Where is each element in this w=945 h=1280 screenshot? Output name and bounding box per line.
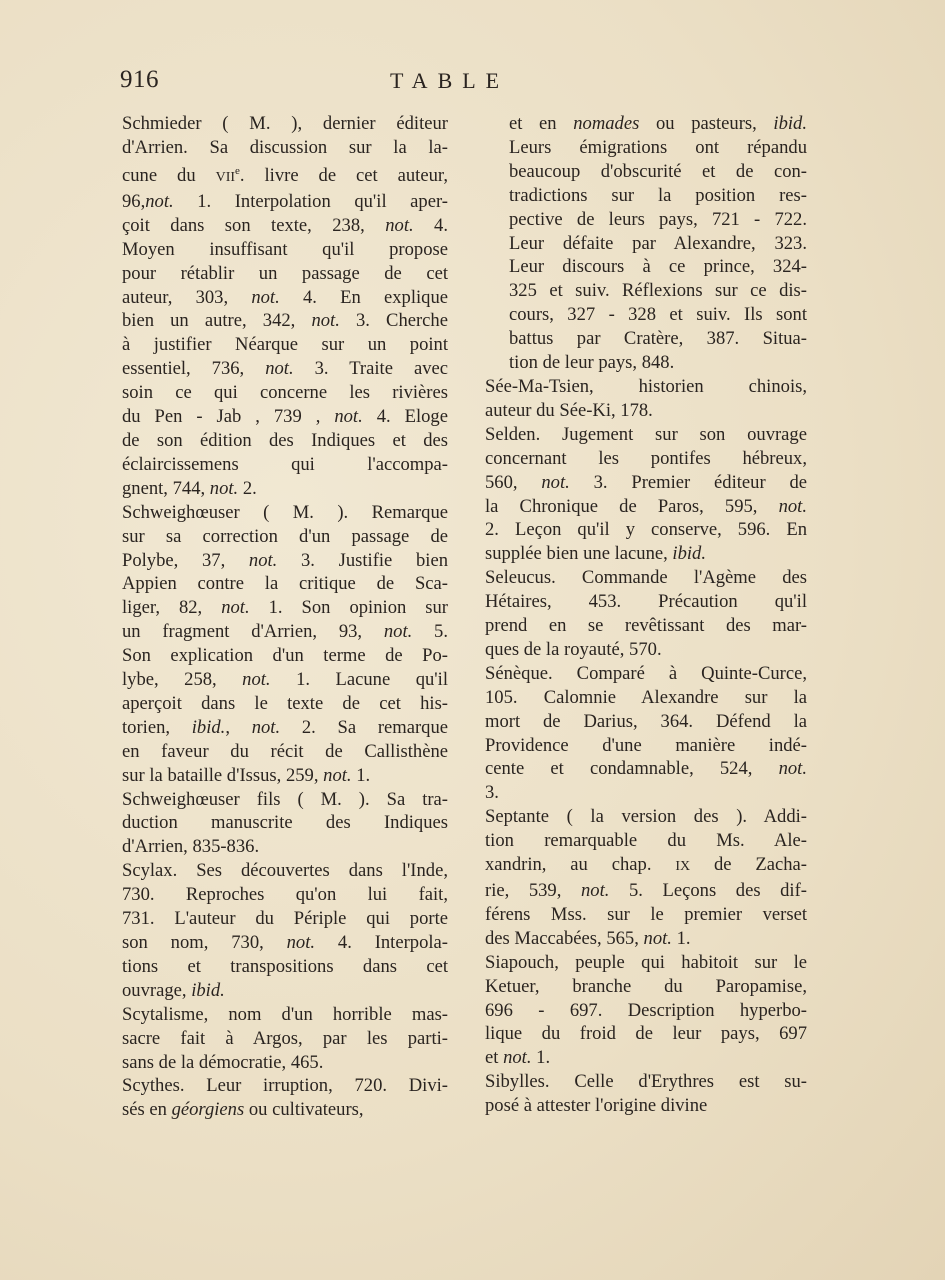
- entry-line: [122, 716, 449, 740]
- entry-line: [485, 686, 807, 710]
- entry-line: [122, 668, 448, 692]
- italic-run: not.: [503, 1047, 532, 1069]
- text-run: 1. Lacune qu'il: [270, 669, 448, 691]
- entry-line: [485, 495, 807, 519]
- italic-run: not.: [311, 310, 340, 332]
- text-run: de son édition des Indiques et des: [122, 429, 448, 451]
- italic-run: not.: [286, 932, 316, 953]
- text-run: sans de la démocratie, 465.: [122, 1051, 324, 1073]
- superscript: e: [235, 164, 240, 177]
- entry-line: [122, 429, 448, 453]
- entry-line: [122, 136, 448, 160]
- text-run: en faveur du récit de Callisthène: [122, 740, 448, 762]
- text-run: Moyen insuffisant qu'il propose: [122, 238, 448, 260]
- text-run: ouvrage,: [122, 979, 192, 1001]
- text-run: sés en: [122, 1099, 172, 1121]
- entry-line: [485, 903, 807, 927]
- text-run: . livre de cet auteur,: [239, 165, 448, 186]
- text-run: cente et condamnable, 524,: [485, 758, 779, 780]
- text-run: 1.: [671, 927, 691, 949]
- entry-line: [509, 232, 807, 256]
- text-run: Leurs émigrations ont répandu: [509, 136, 807, 158]
- entry-line: [485, 999, 807, 1023]
- text-run: 696 - 697. Description hyperbo-: [485, 999, 807, 1021]
- text-run: 2.: [238, 477, 257, 499]
- index-entry: [122, 1074, 448, 1122]
- text-run: sur sa correction d'un passage de: [122, 525, 448, 547]
- text-run: Siapouch, peuple qui habitoit sur le: [485, 951, 807, 973]
- text-run: mort de Darius, 364. Défend la: [485, 710, 807, 732]
- text-run: d'Arrien. Sa discussion sur la la-: [122, 136, 448, 158]
- text-run: 1.: [351, 764, 371, 786]
- index-entry: [485, 375, 807, 423]
- entry-line: [485, 1046, 807, 1070]
- entry-line: [485, 662, 807, 686]
- text-run: posé à attester l'origine divine: [485, 1095, 708, 1117]
- text-run: tion remarquable du Ms. Ale-: [485, 830, 807, 852]
- text-run: ,: [225, 716, 252, 738]
- index-column-right: [485, 112, 807, 1118]
- italic-run: ibid.: [672, 543, 706, 565]
- italic-run: not.: [778, 495, 807, 517]
- entry-line: [509, 279, 807, 303]
- text-run: 4.: [413, 214, 449, 236]
- text-run: aperçoit dans le texte de cet his-: [122, 692, 448, 714]
- entry-line: [485, 853, 807, 879]
- text-run: lique du froid de leur pays, 697: [485, 1023, 807, 1045]
- roman-numeral: VII: [215, 170, 236, 185]
- entry-line: [509, 255, 807, 279]
- text-run: lybe, 258,: [122, 669, 243, 691]
- text-run: 2. Sa remarque: [280, 716, 449, 738]
- italic-run: not.: [251, 286, 280, 308]
- italic-run: ibid.: [773, 113, 807, 134]
- entry-line: [122, 357, 448, 381]
- italic-run: ibid.: [191, 716, 226, 738]
- text-run: 5. Leçons des dif-: [609, 880, 807, 901]
- text-run: Scylax. Ses découvertes dans l'Inde,: [122, 860, 448, 882]
- entry-line: [122, 112, 448, 136]
- text-run: 4. Eloge: [362, 406, 448, 428]
- index-entry: [122, 112, 448, 501]
- roman-numeral: IX: [675, 859, 691, 875]
- italic-run: not.: [265, 358, 294, 380]
- text-run: rie, 539,: [485, 880, 581, 901]
- entry-line: [122, 979, 448, 1003]
- text-run: Providence d'une manière indé-: [485, 734, 807, 756]
- text-run: son nom, 730,: [122, 932, 287, 953]
- text-run: Ketuer, branche du Paropamise,: [485, 975, 807, 997]
- entry-line: [122, 262, 448, 286]
- text-run: 3. Traite avec: [293, 358, 448, 380]
- text-run: 325 et suiv. Réflexions sur ce dis-: [509, 280, 807, 302]
- italic-run: not.: [209, 477, 239, 499]
- text-run: la Chronique de Paros, 595,: [485, 495, 779, 517]
- text-run: Appien contre la critique de Sca-: [122, 573, 448, 595]
- text-run: ou cultivateurs,: [244, 1099, 364, 1121]
- entry-line: [485, 1022, 807, 1046]
- text-run: liger, 82,: [122, 597, 222, 619]
- text-run: Son explication d'un terme de Po-: [122, 645, 448, 667]
- text-run: cours, 327 - 328 et suiv. Ils sont: [509, 304, 807, 326]
- italic-run: géorgiens: [171, 1099, 245, 1121]
- entry-line: [122, 286, 448, 310]
- text-run: Sénèque. Comparé à Quinte-Curce,: [485, 662, 807, 684]
- entry-line: [485, 447, 807, 471]
- entry-line: [485, 1070, 807, 1094]
- text-run: 3. Premier éditeur de: [569, 471, 808, 493]
- entry-line: [122, 620, 448, 644]
- italic-run: not.: [778, 758, 807, 780]
- entry-line: [485, 471, 808, 495]
- entry-line: [509, 208, 807, 232]
- entry-line: [509, 136, 807, 160]
- text-run: 560,: [485, 471, 542, 493]
- text-run: Selden. Jugement sur son ouvrage: [485, 423, 807, 445]
- entry-line: [122, 931, 448, 955]
- text-run: du Pen - Jab , 739 ,: [122, 406, 335, 428]
- entry-line: [122, 835, 448, 859]
- text-run: 1. Interpolation qu'il aper-: [173, 190, 448, 212]
- text-run: Hétaires, 453. Précaution qu'il: [485, 591, 807, 613]
- italic-run: not.: [334, 406, 363, 428]
- text-run: Leur discours à ce prince, 324-: [509, 256, 807, 278]
- entry-line: [122, 214, 449, 238]
- index-column-left: [122, 112, 448, 1122]
- text-run: tions et transpositions dans cet: [122, 955, 448, 977]
- entry-line: [122, 238, 448, 262]
- entry-line: [485, 542, 807, 566]
- text-run: 3. Cherche: [339, 310, 448, 332]
- italic-run: not.: [323, 764, 352, 786]
- text-run: Leur défaite par Alexandre, 323.: [509, 232, 807, 254]
- entry-line: [485, 951, 807, 975]
- running-head: TABLE: [390, 68, 510, 93]
- entry-line: [122, 333, 448, 357]
- text-run: Seleucus. Commande l'Agème des: [485, 567, 807, 589]
- entry-line: [509, 351, 807, 375]
- text-run: essentiel, 736,: [122, 358, 266, 380]
- text-run: Schweighœuser ( M. ). Remarque: [122, 501, 448, 523]
- italic-run: not.: [145, 190, 174, 212]
- text-run: 730. Reproches qu'on lui fait,: [122, 884, 448, 906]
- entry-line: [122, 788, 448, 812]
- entry-line: [122, 764, 448, 788]
- entry-line: [122, 501, 448, 525]
- entry-line: [485, 734, 807, 758]
- italic-run: not.: [251, 716, 281, 738]
- entry-line: [485, 399, 807, 423]
- text-run: 3.: [485, 782, 499, 804]
- index-entry: [122, 501, 448, 788]
- entry-line: [509, 303, 807, 327]
- text-run: 2. Leçon qu'il y conserve, 596. En: [485, 519, 807, 541]
- entry-line: [122, 453, 448, 477]
- text-run: Scythes. Leur irruption, 720. Divi-: [122, 1075, 448, 1097]
- text-run: Sée-Ma-Tsien, historien chinois,: [485, 375, 807, 397]
- text-run: 1.: [531, 1047, 551, 1069]
- entry-line: [122, 525, 448, 549]
- entry-line: [122, 1003, 448, 1027]
- entry-line: [122, 596, 448, 620]
- text-run: de Zacha-: [690, 854, 807, 876]
- index-entry: [485, 1070, 807, 1118]
- entry-line: [122, 907, 448, 931]
- text-run: et: [485, 1047, 504, 1069]
- text-run: 5.: [412, 621, 448, 643]
- text-run: des Maccabées, 565,: [485, 927, 644, 949]
- text-run: à justifier Néarque sur un point: [122, 334, 448, 356]
- entry-line: [122, 883, 448, 907]
- text-run: férens Mss. sur le premier verset: [485, 903, 807, 925]
- entry-line: [122, 572, 448, 596]
- entry-line: [122, 549, 448, 573]
- text-run: soin ce qui concerne les rivières: [122, 382, 448, 404]
- text-run: pective de leurs pays, 721 - 722.: [509, 208, 807, 230]
- text-run: un fragment d'Arrien, 93,: [122, 621, 384, 643]
- text-run: ou pasteurs,: [639, 113, 774, 134]
- text-run: 105. Calomnie Alexandre sur la: [485, 686, 807, 708]
- entry-line: [509, 327, 807, 351]
- entry-line: [485, 423, 807, 447]
- text-run: 1. Son opinion sur: [249, 597, 448, 619]
- index-entry: [485, 662, 807, 805]
- text-run: prend en se revêtissant des mar-: [485, 615, 807, 637]
- italic-run: not.: [383, 621, 413, 643]
- text-run: auteur du Sée-Ki, 178.: [485, 399, 653, 421]
- text-run: Sibylles. Celle d'Erythres est su-: [485, 1071, 807, 1093]
- text-run: 3. Justifie bien: [277, 549, 448, 571]
- entry-line: [509, 112, 807, 136]
- text-run: çoit dans son texte, 238,: [122, 214, 386, 236]
- text-run: tion de leur pays, 848.: [509, 352, 675, 374]
- entry-line: [485, 757, 807, 781]
- text-run: supplée bien une lacune,: [485, 543, 673, 565]
- entry-line: [122, 309, 448, 333]
- text-run: auteur, 303,: [122, 286, 252, 308]
- index-entry: [485, 112, 807, 375]
- entry-line: [122, 955, 448, 979]
- text-run: Scytalisme, nom d'un horrible mas-: [122, 1003, 448, 1025]
- entry-line: [485, 975, 807, 999]
- text-run: 96,: [122, 190, 146, 212]
- italic-run: not.: [541, 471, 570, 493]
- text-run: gnent, 744,: [122, 477, 210, 499]
- entry-line: [122, 477, 448, 501]
- text-run: éclaircissemens qui l'accompa-: [122, 453, 448, 475]
- entry-line: [122, 740, 448, 764]
- text-run: 4. Interpola-: [315, 932, 448, 953]
- text-run: torien,: [122, 716, 192, 738]
- entry-line: [122, 190, 448, 214]
- index-entry: [485, 951, 807, 1071]
- entry-line: [485, 805, 807, 829]
- italic-run: nomades: [573, 113, 640, 134]
- entry-line: [485, 927, 807, 951]
- entry-line: [122, 811, 448, 835]
- entry-line: [122, 859, 448, 883]
- index-entry: [485, 423, 807, 566]
- entry-line: [485, 710, 807, 734]
- italic-run: ibid.: [191, 979, 225, 1001]
- entry-line: [122, 405, 448, 429]
- entry-line: [485, 879, 807, 903]
- entry-line: [485, 518, 807, 542]
- italic-run: not.: [643, 927, 672, 949]
- italic-run: not.: [385, 214, 414, 236]
- text-run: 4. En explique: [279, 286, 448, 308]
- entry-line: [122, 1074, 448, 1098]
- text-run: d'Arrien, 835-836.: [122, 836, 260, 858]
- index-entry: [485, 566, 807, 662]
- text-run: Schweighœuser fils ( M. ). Sa tra-: [122, 788, 448, 810]
- page-number: 916: [120, 66, 159, 93]
- text-run: sacre fait à Argos, par les parti-: [122, 1027, 448, 1049]
- entry-line: [122, 381, 448, 405]
- text-run: pour rétablir un passage de cet: [122, 262, 448, 284]
- index-entry: [122, 859, 448, 1002]
- entry-line: [485, 590, 807, 614]
- entry-line: [485, 1094, 807, 1118]
- italic-run: not.: [221, 597, 250, 619]
- text-run: beaucoup d'obscurité et de con-: [509, 160, 807, 182]
- entry-line: [122, 692, 448, 716]
- text-run: battus par Cratère, 387. Situa-: [509, 328, 807, 350]
- entry-line: [485, 375, 807, 399]
- text-run: Septante ( la version des ). Addi-: [485, 806, 807, 828]
- entry-line: [509, 160, 807, 184]
- entry-line: [485, 614, 807, 638]
- index-entry: [122, 788, 448, 860]
- text-run: et en: [509, 113, 574, 134]
- text-run: duction manuscrite des Indiques: [122, 812, 448, 834]
- italic-run: not.: [242, 669, 271, 691]
- italic-run: not.: [580, 880, 610, 901]
- text-run: ques de la royauté, 570.: [485, 638, 662, 660]
- index-entry: [485, 805, 807, 950]
- text-run: sur la bataille d'Issus, 259,: [122, 764, 324, 786]
- entry-line: [122, 1027, 448, 1051]
- text-run: concernant les pontifes hébreux,: [485, 447, 807, 469]
- entry-line: [485, 829, 807, 853]
- text-run: 731. L'auteur du Périple qui porte: [122, 908, 448, 930]
- text-run: Polybe, 37,: [122, 549, 249, 571]
- text-run: Schmieder ( M. ), dernier éditeur: [122, 113, 448, 134]
- entry-line: [122, 160, 448, 190]
- text-run: xandrin, au chap.: [485, 854, 676, 876]
- entry-line: [122, 1051, 448, 1075]
- index-entry: [122, 1003, 448, 1075]
- entry-line: [122, 644, 448, 668]
- text-run: bien un autre, 342,: [122, 310, 312, 332]
- entry-line: [485, 638, 807, 662]
- entry-line: [485, 566, 807, 590]
- text-run: cune du: [122, 165, 216, 186]
- entry-line: [509, 184, 807, 208]
- entry-line: [485, 781, 807, 805]
- italic-run: not.: [248, 549, 278, 571]
- text-run: tradictions sur la position res-: [509, 184, 807, 206]
- entry-line: [122, 1098, 448, 1122]
